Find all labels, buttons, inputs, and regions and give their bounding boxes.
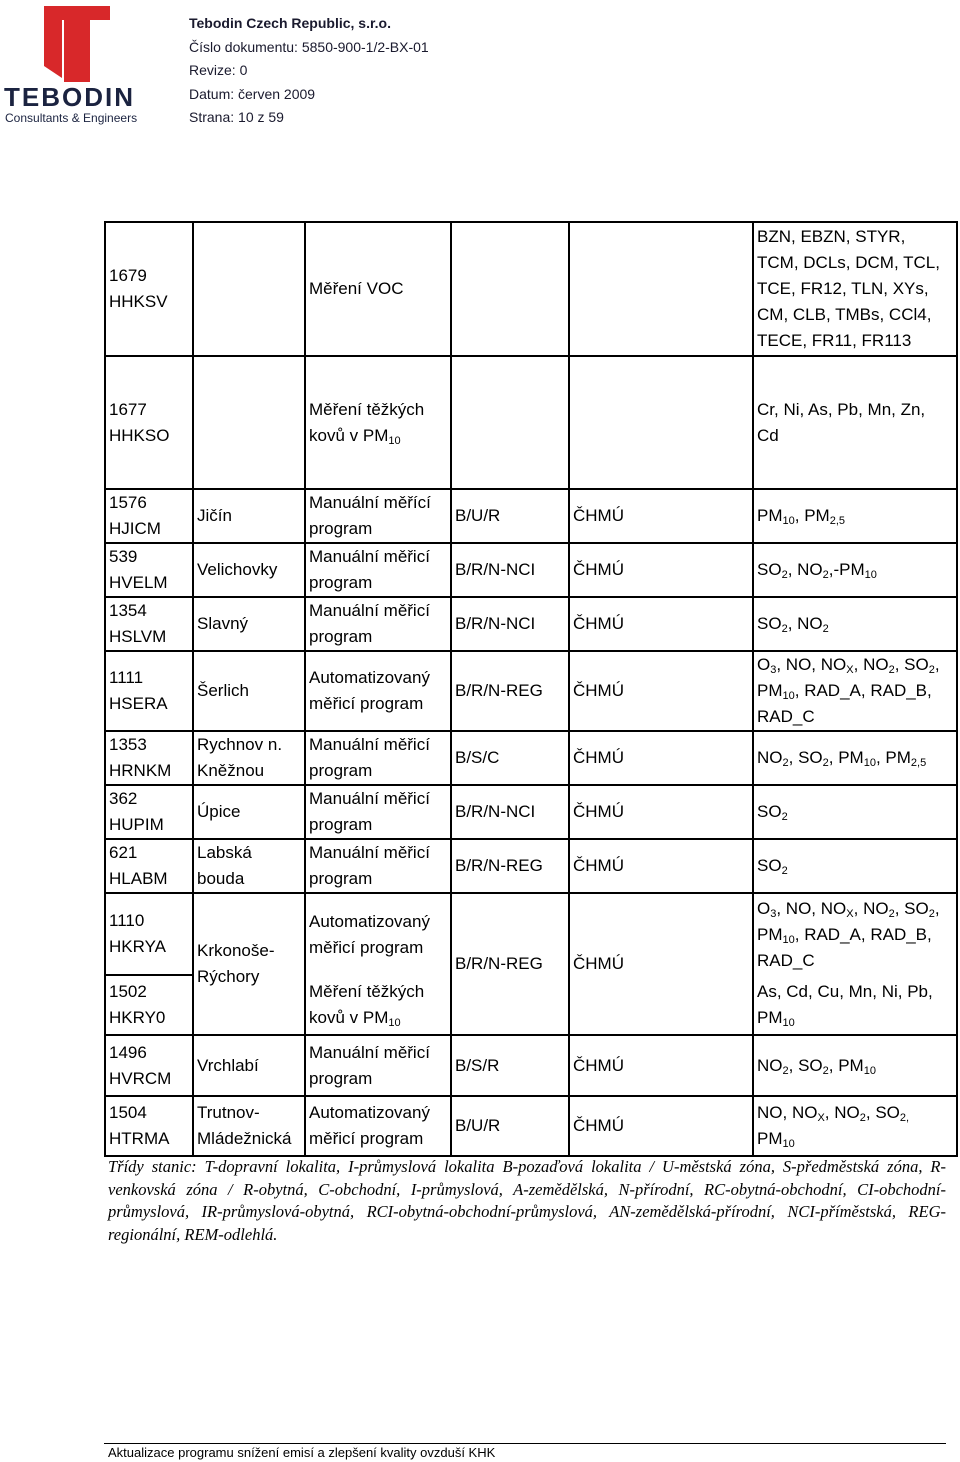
program-line: Manuální měřicí	[309, 601, 430, 620]
compounds-line: TCE, FR12, TLN, XYs,	[757, 279, 929, 298]
table-row	[105, 893, 957, 975]
station-cell	[105, 651, 193, 731]
program-line: kovů v $PM_{10}$	[309, 425, 401, 447]
station-cell	[105, 597, 193, 651]
program-cell	[305, 1035, 451, 1096]
program-line: kovů v $PM_{10}$	[309, 1007, 401, 1029]
table-row	[105, 785, 957, 839]
station-cell	[105, 893, 193, 975]
station-cell	[105, 785, 193, 839]
program-line: Automatizovaný	[309, 668, 430, 687]
compounds-line: $PM_{10}$	[757, 1007, 795, 1029]
tebodin-logo	[4, 6, 154, 126]
station-code: 539	[109, 547, 138, 566]
compounds-line: $O_3$, NO, $NO_X$, $NO_2$, $SO_2$,	[757, 655, 940, 676]
locality-line: bouda	[197, 869, 245, 888]
date: Datum: červen 2009	[189, 85, 316, 102]
compounds-cell: $SO_2$	[753, 785, 957, 839]
program-line: Měření těžkých	[309, 399, 425, 419]
type-cell	[451, 222, 569, 356]
station-code: 362	[109, 789, 138, 808]
program-line: Automatizovaný	[309, 1103, 430, 1122]
table-row	[105, 597, 957, 651]
station-code: 1496	[109, 1042, 147, 1062]
station-id: HVELM	[109, 573, 168, 592]
locality-line: Trutnov-	[197, 1103, 260, 1122]
locality-cell	[193, 356, 305, 489]
compounds-cell: $NO_2$, $SO_2$, $PM_{10}$	[753, 1035, 957, 1096]
type-cell: B/R/N-NCI	[451, 785, 569, 839]
doc-number: Číslo dokumentu: 5850-900-1/2-BX-01	[189, 38, 429, 55]
program-line: Manuální měřicí	[309, 735, 430, 754]
locality-cell: Slavný	[193, 597, 305, 651]
footer-text: Aktualizace programu snížení emisí a zlepšení kvality ovzduší KHK	[108, 1445, 496, 1460]
program-line: program	[309, 519, 373, 538]
program-cell	[305, 1096, 451, 1156]
station-id: HJICM	[109, 519, 161, 538]
compounds-line: RAD_C	[757, 707, 815, 726]
program-cell	[305, 651, 451, 731]
type-cell: B/R/N-REG	[451, 893, 569, 1035]
station-id: HLABM	[109, 869, 168, 888]
compounds-line: Cd	[757, 425, 779, 445]
locality-line: Rychnov n.	[197, 735, 283, 754]
type-cell: B/R/N-REG	[451, 839, 569, 893]
station-code: 1111	[109, 668, 144, 687]
station-id: HHKSV	[109, 292, 168, 311]
compounds-cell: $PM_{10}$, $PM_{2,5}$	[753, 489, 957, 543]
station-code: 1677	[109, 399, 147, 419]
operator-cell: ČHMÚ	[569, 489, 753, 543]
station-cell	[105, 1035, 193, 1096]
program-cell	[305, 975, 451, 1035]
station-id: HVRCM	[109, 1068, 172, 1088]
type-cell: B/R/N-NCI	[451, 597, 569, 651]
station-id: HRNKM	[109, 761, 172, 780]
locality-line: Mládežnická	[197, 1129, 292, 1148]
program-line: měřicí program	[309, 937, 424, 957]
compounds-cell	[753, 651, 957, 731]
program-line: měřicí program	[309, 1129, 424, 1148]
program-cell	[305, 839, 451, 893]
station-code: 1110	[109, 911, 145, 930]
locality-cell: Vrchlabí	[193, 1035, 305, 1096]
station-cell	[105, 356, 193, 489]
station-code: 1576	[109, 493, 147, 512]
program-line: Manuální měřicí	[309, 547, 430, 566]
operator-cell: ČHMÚ	[569, 543, 753, 597]
station-cell	[105, 543, 193, 597]
company-name: Tebodin Czech Republic, s.r.o.	[189, 15, 391, 31]
program-cell	[305, 785, 451, 839]
station-cell	[105, 1096, 193, 1156]
table-row	[105, 1035, 957, 1096]
operator-cell: ČHMÚ	[569, 597, 753, 651]
station-code: 1679	[109, 266, 147, 285]
compounds-cell: $SO_2$, $NO_2,-PM_{10}$	[753, 543, 957, 597]
compounds-line: CM, CLB, TMBs, CCl4,	[757, 305, 932, 324]
logo-t-mark	[44, 6, 110, 82]
locality-line: Kněžnou	[197, 761, 265, 780]
compounds-cell	[753, 222, 957, 356]
locality-cell	[193, 222, 305, 356]
locality-line: Labská	[197, 843, 252, 862]
locality-line: Krkonoše-	[197, 941, 275, 960]
locality-cell: Úpice	[193, 785, 305, 839]
program-line: program	[309, 869, 373, 888]
locality-line: Rýchory	[197, 967, 260, 986]
compounds-cell	[753, 975, 957, 1035]
station-cell	[105, 975, 193, 1035]
station-cell	[105, 731, 193, 785]
operator-cell: ČHMÚ	[569, 839, 753, 893]
program-cell	[305, 731, 451, 785]
station-id: HKRYA	[109, 937, 167, 956]
table-row	[105, 651, 957, 731]
program-cell: Měření VOC	[305, 222, 451, 356]
locality-cell: Šerlich	[193, 651, 305, 731]
table-row	[105, 731, 957, 785]
compounds-line: $O_3$, NO, $NO_X$, $NO_2$, $SO_2$,	[757, 898, 940, 920]
compounds-line: Cr, Ni, As, Pb, Mn, Zn,	[757, 399, 926, 419]
station-code: 1354	[109, 601, 147, 620]
operator-cell: ČHMÚ	[569, 731, 753, 785]
program-line: Manuální měřící	[309, 493, 431, 512]
operator-cell: ČHMÚ	[569, 1096, 753, 1156]
program-line: Manuální měřicí	[309, 1042, 430, 1062]
compounds-line: NO, $NO_X$, $NO_2$, $SO_{2,}$	[757, 1103, 910, 1124]
table-row	[105, 356, 957, 489]
locality-cell	[193, 893, 305, 1035]
locality-cell	[193, 1096, 305, 1156]
table-row	[105, 839, 957, 893]
compounds-line: TECE, FR11, FR113	[757, 331, 912, 350]
station-cell	[105, 222, 193, 356]
operator-cell	[569, 222, 753, 356]
station-id: HKRY0	[109, 1008, 166, 1027]
footer-divider	[104, 1443, 946, 1444]
program-cell	[305, 356, 451, 489]
type-cell: B/S/R	[451, 1035, 569, 1096]
station-code: 1353	[109, 735, 147, 754]
operator-cell	[569, 356, 753, 489]
operator-cell: ČHMÚ	[569, 893, 753, 1035]
station-id: HTRMA	[109, 1129, 170, 1148]
compounds-line: $PM_{10}$, RAD_A, RAD_B,	[757, 924, 932, 946]
table-row	[105, 489, 957, 543]
type-cell: B/R/N-NCI	[451, 543, 569, 597]
logo-tagline: Consultants & Engineers	[5, 111, 138, 125]
station-code: 621	[109, 843, 138, 862]
compounds-cell: $SO_2$	[753, 839, 957, 893]
compounds-cell	[753, 1096, 957, 1156]
operator-cell: ČHMÚ	[569, 785, 753, 839]
compounds-line: BZN, EBZN, STYR,	[757, 227, 906, 246]
station-code: 1502	[109, 982, 147, 1001]
program-line: Automatizovaný	[309, 911, 430, 931]
station-cell	[105, 839, 193, 893]
program-cell	[305, 893, 451, 975]
locality-cell: Velichovky	[193, 543, 305, 597]
document-header	[189, 12, 429, 130]
table-row	[105, 222, 957, 356]
compounds-cell: $SO_2$, $NO_2$	[753, 597, 957, 651]
operator-cell: ČHMÚ	[569, 651, 753, 731]
program-line: Manuální měřicí	[309, 843, 430, 862]
program-cell	[305, 543, 451, 597]
locality-cell	[193, 839, 305, 893]
station-id: HSERA	[109, 694, 168, 713]
compounds-cell	[753, 893, 957, 975]
compounds-line: As, Cd, Cu, Mn, Ni, Pb,	[757, 981, 933, 1001]
program-line: program	[309, 573, 373, 592]
station-code: 1504	[109, 1103, 147, 1122]
type-cell: B/U/R	[451, 489, 569, 543]
program-line: program	[309, 761, 373, 780]
program-cell	[305, 489, 451, 543]
type-cell: B/S/C	[451, 731, 569, 785]
compounds-line: RAD_C	[757, 950, 815, 970]
type-cell: B/R/N-REG	[451, 651, 569, 731]
logo-brand: TEBODIN	[4, 82, 135, 112]
program-cell	[305, 597, 451, 651]
type-cell	[451, 356, 569, 489]
type-cell: B/U/R	[451, 1096, 569, 1156]
table-row	[105, 1096, 957, 1156]
compounds-line: $PM_{10}$, RAD_A, RAD_B,	[757, 681, 932, 702]
program-line: měřicí program	[309, 694, 424, 713]
station-id: HHKSO	[109, 425, 170, 445]
station-classes-note: Třídy stanic: T-dopravní lokalita, I-průmyslová lokalita B-pozaďová lokalita / U-městská zóna, S-předměstská zóna, R-venkovská zóna / R-obytná, C-obchodní, I-průmyslová, A-zemědělská, N-přírodní, RC-obytná-obchodní, CI-obchodní-průmyslová, IR-průmyslová-obytná, RCI-obytná-obchodní-průmyslová, AN-zemědělská-přírodní, NCI-příměstská, REG-regionální, REM-odlehlá.	[108, 1157, 946, 1244]
operator-cell: ČHMÚ	[569, 1035, 753, 1096]
program-line: program	[309, 815, 373, 834]
program-line: Manuální měřicí	[309, 789, 430, 808]
compounds-cell: $NO_2$, $SO_2$, $PM_{10}$, $PM_{2,5}$	[753, 731, 957, 785]
locality-cell	[193, 731, 305, 785]
table-row	[105, 543, 957, 597]
station-cell	[105, 489, 193, 543]
station-id: HUPIM	[109, 815, 164, 834]
program-line: program	[309, 627, 373, 646]
page-number: Strana: 10 z 59	[189, 109, 284, 125]
compounds-line: TCM, DCLs, DCM, TCL,	[757, 253, 940, 272]
revision: Revize: 0	[189, 62, 248, 78]
program-line: program	[309, 1068, 373, 1088]
stations-table	[104, 221, 958, 1157]
compounds-cell	[753, 356, 957, 489]
locality-cell: Jičín	[193, 489, 305, 543]
station-id: HSLVM	[109, 627, 167, 646]
compounds-line: $PM_{10}$	[757, 1129, 795, 1150]
program-line: Měření těžkých	[309, 981, 425, 1001]
